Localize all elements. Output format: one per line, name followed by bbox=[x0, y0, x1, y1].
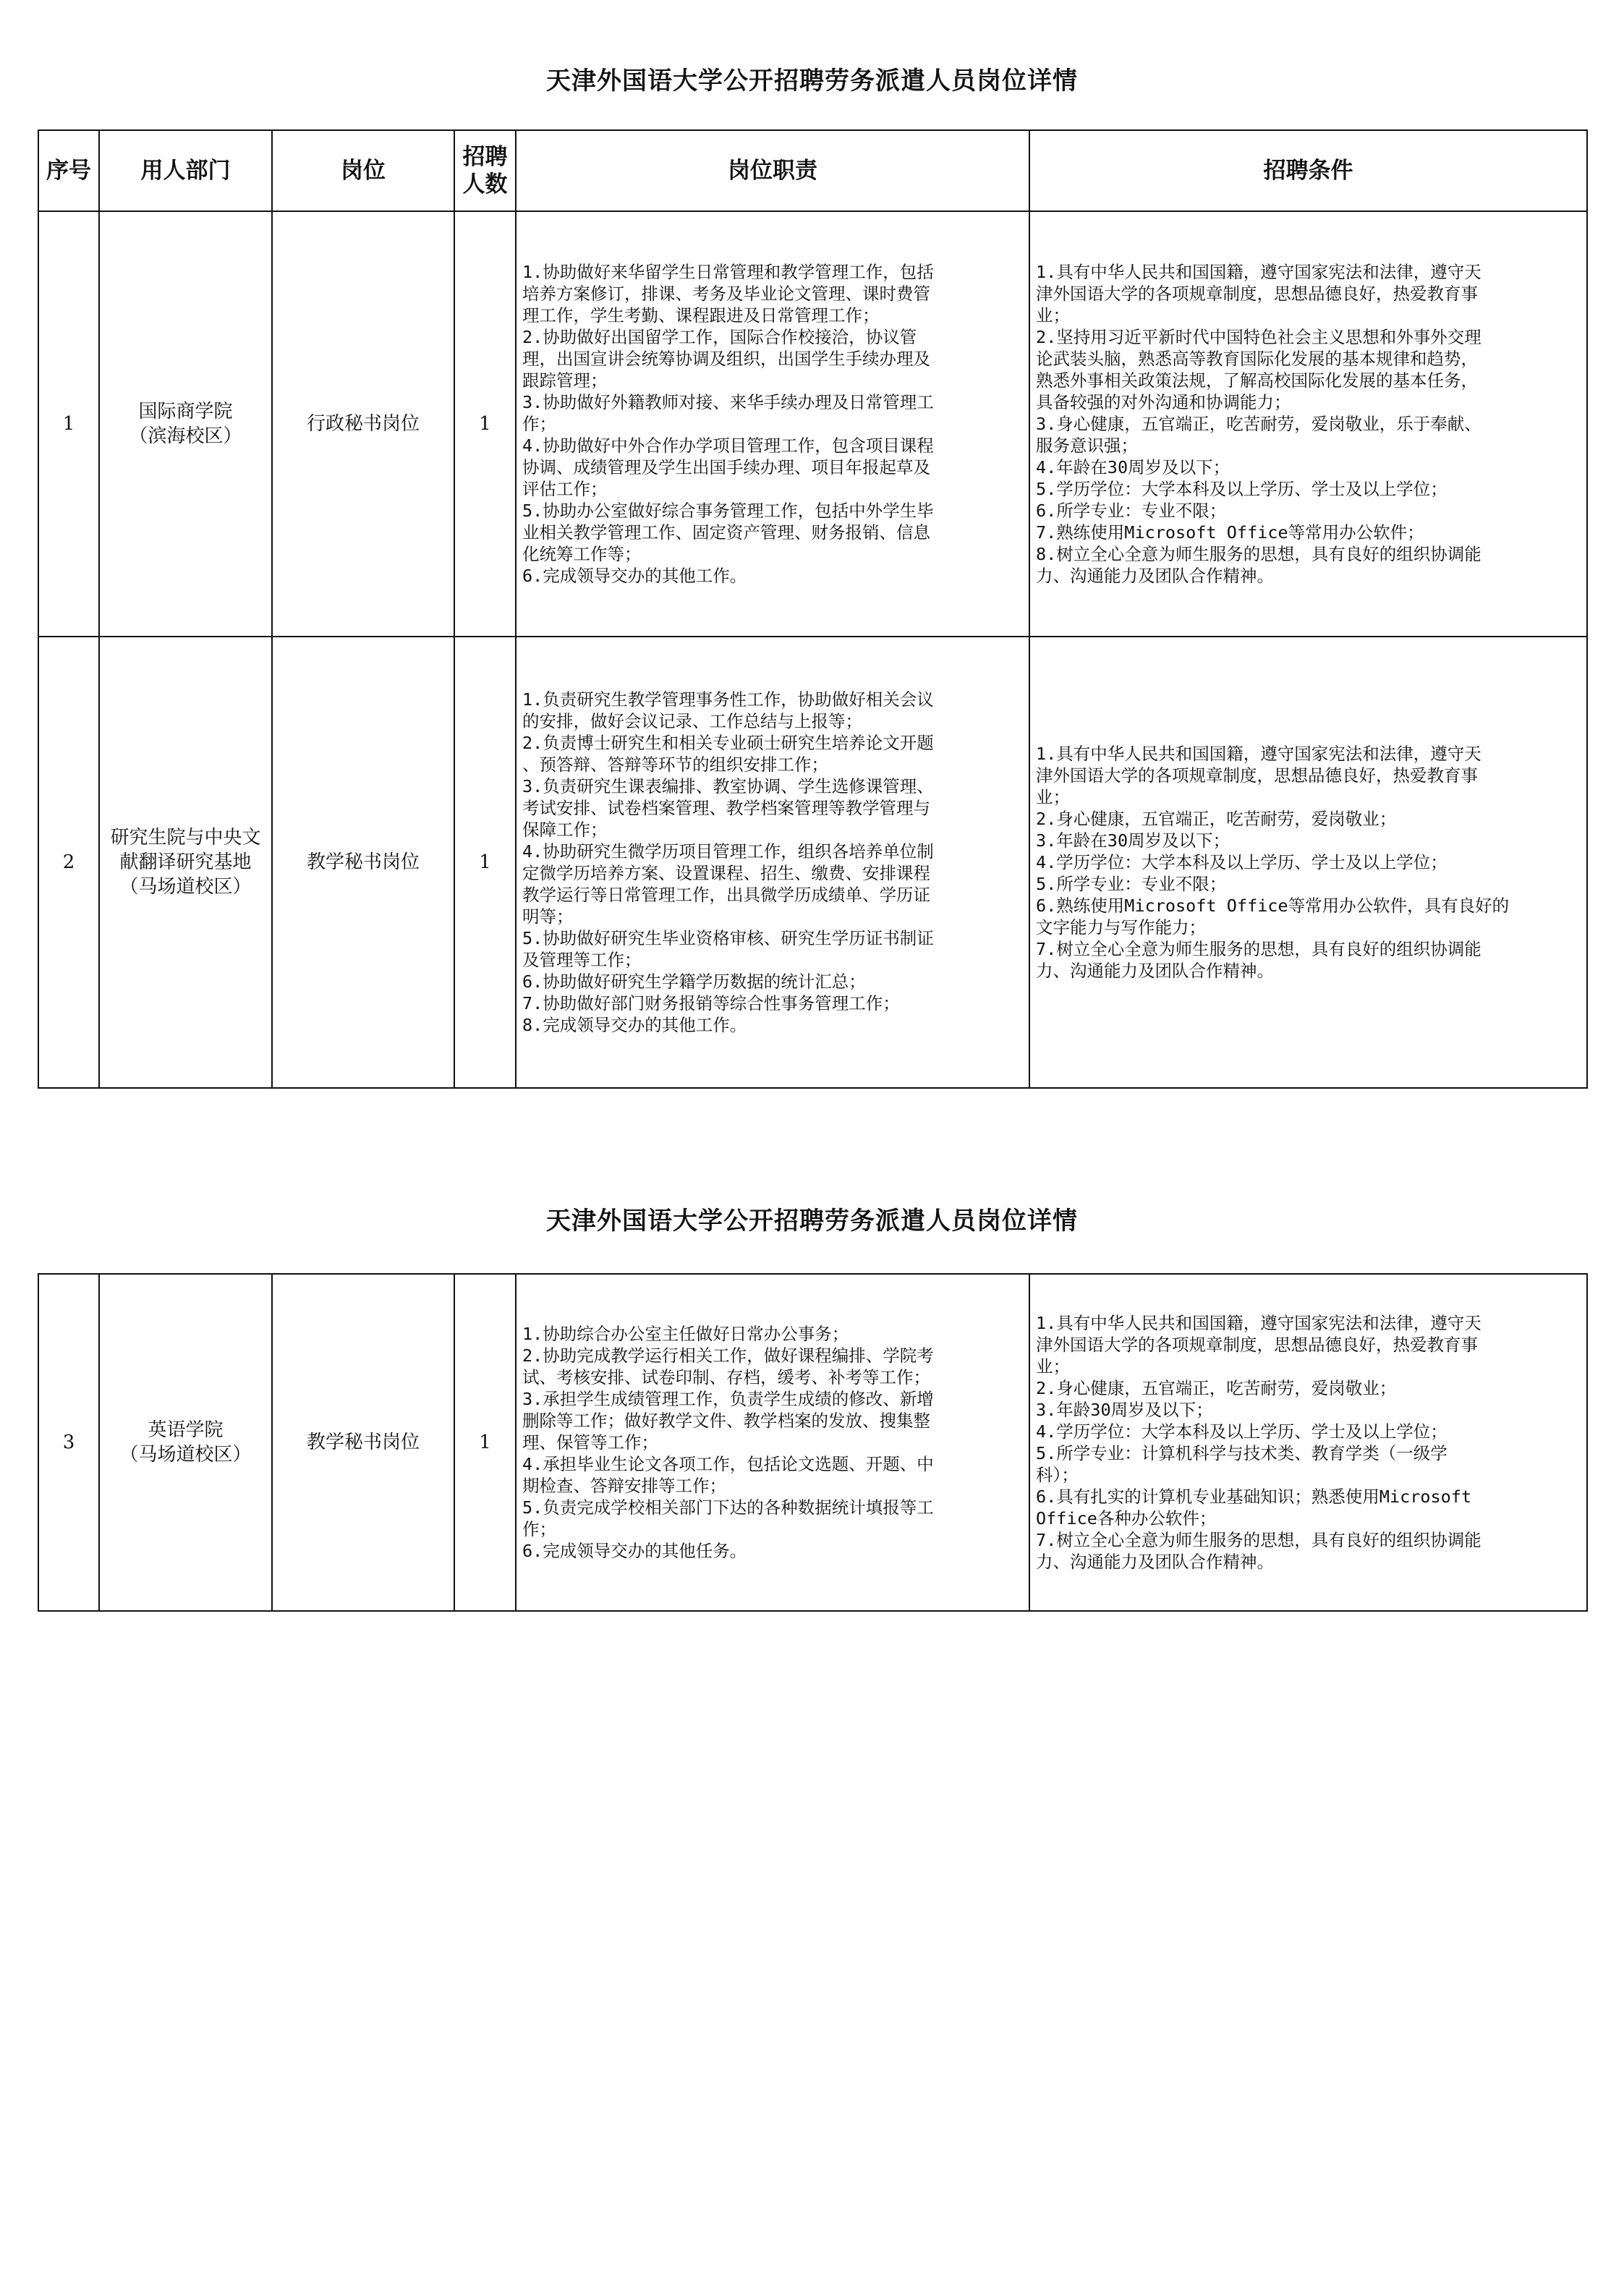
row-post: 行政秘书岗位 bbox=[272, 211, 454, 637]
list-item: 3.身心健康，五官端正，吃苦耐劳，爱岗敬业，乐于奉献、 服务意识强； bbox=[1036, 414, 1481, 456]
list-item: 5.学历学位：大学本科及以上学历、学士及以上学位； bbox=[1036, 479, 1447, 499]
list-item: 3.协助做好外籍教师对接、来华手续办理及日常管理工 作； bbox=[522, 392, 934, 434]
list-item: 3.年龄30周岁及以下； bbox=[1036, 1400, 1213, 1420]
list-item: 7.树立全心全意为师生服务的思想，具有良好的组织协调能 力、沟通能力及团队合作精神。 bbox=[1036, 939, 1481, 981]
list-item: 7.树立全心全意为师生服务的思想，具有良好的组织协调能 力、沟通能力及团队合作精神。 bbox=[1036, 1530, 1481, 1572]
list-item: 4.学历学位：大学本科及以上学历、学士及以上学位； bbox=[1036, 852, 1447, 872]
list-item: 1.具有中华人民共和国国籍，遵守国家宪法和法律，遵守天 津外国语大学的各项规章制度，思想品德良好，热爱教育事 业； bbox=[1036, 1313, 1481, 1377]
row-count: 1 bbox=[454, 1274, 516, 1611]
row-count: 1 bbox=[454, 637, 516, 1088]
list-item: 2.协助做好出国留学工作，国际合作校接洽，协议管 理，出国宣讲会统筹协调及组织，出国学生手续办理及 跟踪管理； bbox=[522, 327, 930, 391]
list-item: 2.协助完成教学运行相关工作，做好课程编排、学院考 试、考核安排、试卷印制、存档，缓考、补考等工作； bbox=[522, 1345, 934, 1387]
positions-table-continued bbox=[38, 1273, 1588, 1612]
header-dept: 用人部门 bbox=[99, 130, 272, 211]
row-num: 3 bbox=[38, 1274, 99, 1611]
row-post: 教学秘书岗位 bbox=[272, 1274, 454, 1611]
list-item: 5.负责完成学校相关部门下达的各种数据统计填报等工 作； bbox=[522, 1497, 934, 1539]
list-item: 6.协助做好研究生学籍学历数据的统计汇总； bbox=[522, 971, 866, 992]
dept-line: 研究生院与中央文 bbox=[110, 827, 261, 849]
row-dept bbox=[99, 211, 272, 637]
header-count-line-2: 人数 bbox=[462, 171, 508, 197]
dept-line: 英语学院 bbox=[148, 1419, 224, 1441]
row-num: 2 bbox=[38, 637, 99, 1088]
list-item: 7.熟练使用Microsoft Office等常用办公软件； bbox=[1036, 522, 1424, 543]
header-post: 岗位 bbox=[272, 130, 454, 211]
list-item: 1.具有中华人民共和国国籍，遵守国家宪法和法律，遵守天 津外国语大学的各项规章制度，思想品德良好，热爱教育事 业； bbox=[1036, 744, 1481, 807]
list-item: 3.年龄在30周岁及以下； bbox=[1036, 830, 1230, 851]
header-num: 序号 bbox=[38, 130, 99, 211]
item-list bbox=[516, 1323, 1029, 1562]
list-item: 5.协助做好研究生毕业资格审核、研究生学历证书制证 及管理等工作； bbox=[522, 928, 934, 970]
item-list bbox=[516, 689, 1029, 1036]
list-item: 4.年龄在30周岁及以下； bbox=[1036, 457, 1230, 477]
item-list bbox=[1030, 261, 1586, 587]
header-duties: 岗位职责 bbox=[516, 130, 1029, 211]
list-item: 1.具有中华人民共和国国籍，遵守国家宪法和法律，遵守天 津外国语大学的各项规章制度，思想品德良好，热爱教育事 业； bbox=[1036, 262, 1481, 326]
table-header-row bbox=[38, 130, 1587, 211]
list-item: 2.身心健康，五官端正，吃苦耐劳，爱岗敬业； bbox=[1036, 1378, 1397, 1398]
list-item: 1.协助综合办公室主任做好日常办公事务； bbox=[522, 1324, 849, 1344]
row-duties bbox=[516, 1274, 1029, 1611]
list-item: 2.坚持用习近平新时代中国特色社会主义思想和外事外交理 论武装头脑，熟悉高等教育国际化发展的基本规律和趋势， 熟悉外事相关政策法规，了解高校国际化发展的基本任务， 具备较强的对外沟通和协调能力； bbox=[1036, 327, 1481, 412]
row-count: 1 bbox=[454, 211, 516, 637]
list-item: 6.所学专业：专业不限； bbox=[1036, 501, 1227, 521]
item-list bbox=[1030, 743, 1586, 982]
list-item: 6.完成领导交办的其他任务。 bbox=[522, 1541, 747, 1561]
list-item: 2.身心健康，五官端正，吃苦耐劳，爱岗敬业； bbox=[1036, 809, 1397, 829]
page-title-repeat: 天津外国语大学公开招聘劳务派遣人员岗位详情 bbox=[546, 1207, 1078, 1236]
dept-line: （马场道校区） bbox=[119, 1444, 252, 1466]
list-item: 2.负责博士研究生和相关专业硕士研究生培养论文开题 、预答辩、答辩等环节的组织安排工作； bbox=[522, 733, 934, 775]
list-item: 5.所学专业：计算机科学与技术类、教育学类（一级学 科）； bbox=[1036, 1443, 1447, 1485]
list-item: 1.负责研究生教学管理事务性工作，协助做好相关会议 的安排，做好会议记录、工作总结与上报等； bbox=[522, 689, 934, 731]
item-list bbox=[1030, 1312, 1586, 1573]
list-item: 5.所学专业：专业不限； bbox=[1036, 874, 1227, 894]
header-conditions: 招聘条件 bbox=[1029, 130, 1587, 211]
dept-line: 献翻译研究基地 bbox=[119, 851, 252, 873]
list-item: 3.负责研究生课表编排、教室协调、学生选修课管理、 考试安排、试卷档案管理、教学档案管理等教学管理与 保障工作； bbox=[522, 776, 934, 840]
list-item: 8.树立全心全意为师生服务的思想，具有良好的组织协调能 力、沟通能力及团队合作精神。 bbox=[1036, 544, 1481, 586]
row-conditions bbox=[1029, 1274, 1587, 1611]
list-item: 3.承担学生成绩管理工作，负责学生成绩的修改、新增 删除等工作；做好教学文件、教学档案的发放、搜集整 理、保管等工作； bbox=[522, 1389, 934, 1453]
header-count-line-1: 招聘 bbox=[462, 144, 508, 170]
dept-line: （马场道校区） bbox=[119, 876, 252, 898]
item-list bbox=[516, 261, 1029, 587]
row-duties bbox=[516, 211, 1029, 637]
table-row bbox=[38, 1274, 1587, 1611]
list-item: 4.协助做好中外合作办学项目管理工作，包含项目课程 协调、成绩管理及学生出国手续办理、项目年报起草及 评估工作； bbox=[522, 435, 934, 499]
row-dept bbox=[99, 637, 272, 1088]
list-item: 6.完成领导交办的其他工作。 bbox=[522, 566, 747, 586]
list-item: 8.完成领导交办的其他工作。 bbox=[522, 1015, 747, 1035]
list-item: 4.承担毕业生论文各项工作，包括论文选题、开题、中 期检查、答辩安排等工作； bbox=[522, 1454, 934, 1496]
dept-line: 国际商学院 bbox=[138, 401, 233, 422]
list-item: 7.协助做好部门财务报销等综合性事务管理工作； bbox=[522, 993, 900, 1013]
list-item: 1.协助做好来华留学生日常管理和教学管理工作，包括 培养方案修订，排课、考务及毕业论文管理、课时费管 理工作，学生考勤、课程跟进及日常管理工作； bbox=[522, 262, 934, 326]
list-item: 4.协助研究生微学历项目管理工作，组织各培养单位制 定微学历培养方案、设置课程、招生、缴费、安排课程 教学运行等日常管理工作，出具微学历成绩单、学历证 明等； bbox=[522, 841, 934, 927]
row-conditions bbox=[1029, 211, 1587, 637]
row-dept bbox=[99, 1274, 272, 1611]
list-item: 4.学历学位：大学本科及以上学历、学士及以上学位； bbox=[1036, 1421, 1447, 1442]
list-item: 6.熟练使用Microsoft Office等常用办公软件，具有良好的 文字能力与写作能力； bbox=[1036, 896, 1510, 937]
table-row bbox=[38, 637, 1587, 1088]
list-item: 5.协助办公室做好综合事务管理工作，包括中外学生毕 业相关教学管理工作、固定资产管理、财务报销、信息 化统筹工作等； bbox=[522, 501, 934, 564]
row-duties bbox=[516, 637, 1029, 1088]
row-conditions bbox=[1029, 637, 1587, 1088]
list-item: 6.具有扎实的计算机专业基础知识；熟悉使用Microsoft Office各种办公软件； bbox=[1036, 1487, 1472, 1528]
row-post: 教学秘书岗位 bbox=[272, 637, 454, 1088]
table-row bbox=[38, 211, 1587, 637]
page-title: 天津外国语大学公开招聘劳务派遣人员岗位详情 bbox=[546, 67, 1078, 95]
row-num: 1 bbox=[38, 211, 99, 637]
dept-line: （滨海校区） bbox=[129, 425, 242, 447]
positions-table bbox=[38, 129, 1588, 1089]
header-count bbox=[454, 130, 516, 211]
